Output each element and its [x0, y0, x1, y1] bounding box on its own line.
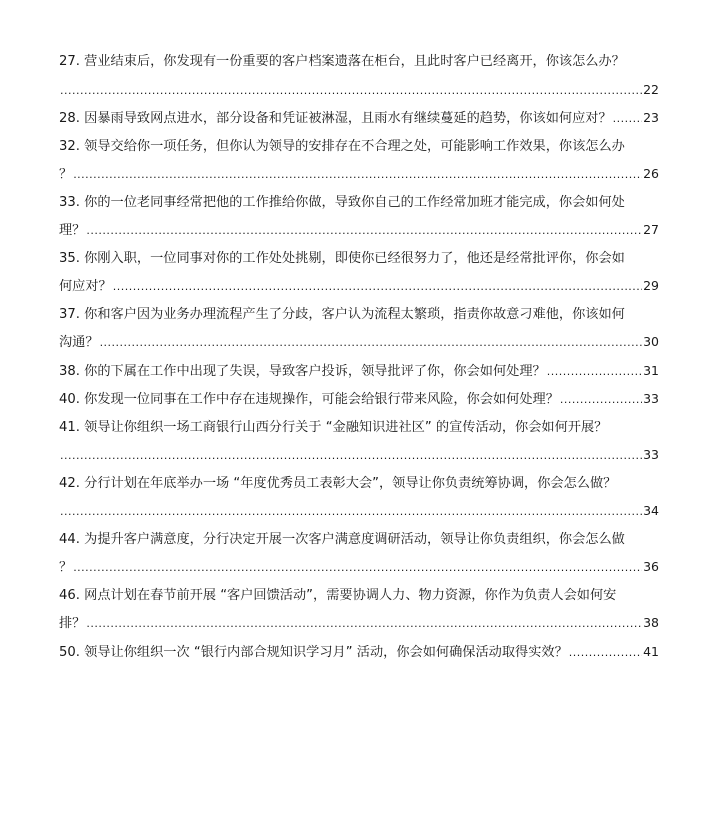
- toc-entry[interactable]: [59, 104, 659, 133]
- toc-entry-text-cont: 何应对？: [59, 279, 112, 294]
- toc-page-number: 33: [643, 447, 659, 462]
- table-of-contents: [59, 48, 659, 666]
- toc-entry[interactable]: [59, 414, 659, 470]
- toc-entry-text-cont: ？: [59, 560, 73, 575]
- toc-entry-text: 42. 分行计划在年底举办一场 “年度优秀员工表彰大会”，领导让你负责统筹协调，你会怎么做？: [59, 475, 617, 491]
- toc-entry[interactable]: [59, 48, 659, 104]
- toc-entry[interactable]: [59, 638, 659, 667]
- dot-leader: [60, 498, 642, 526]
- dot-leader: [113, 273, 642, 301]
- toc-entry[interactable]: [59, 582, 659, 638]
- toc-entry[interactable]: [59, 189, 659, 245]
- toc-page-number: 31: [643, 362, 659, 378]
- dot-leader: [560, 386, 642, 414]
- dot-leader: [100, 329, 643, 357]
- dot-leader: [73, 161, 642, 189]
- toc-entry-text-cont: ？: [59, 167, 73, 182]
- toc-entry-text-cont: 排？: [59, 616, 86, 631]
- toc-entry-text: 38. 你的下属在工作中出现了失误，导致客户投诉，领导批评了你，你会如何处理？: [59, 363, 546, 379]
- toc-entry[interactable]: [59, 357, 659, 386]
- toc-page-number: 41: [643, 643, 659, 659]
- dot-leader: [86, 217, 642, 245]
- toc-page-number: 36: [643, 559, 659, 574]
- dot-leader: [60, 442, 642, 470]
- toc-page-number: 29: [643, 278, 659, 293]
- dot-leader: [86, 610, 642, 638]
- toc-entry[interactable]: [59, 470, 659, 526]
- toc-entry-text: 28. 因暴雨导致网点进水，部分设备和凭证被淋湿，且雨水有继续蔓延的趋势，你该如何应对？: [59, 111, 612, 126]
- toc-entry[interactable]: [59, 385, 659, 414]
- dot-leader: [73, 554, 642, 582]
- toc-page-number: 30: [643, 334, 659, 349]
- toc-entry-text: 27. 营业结束后，你发现有一份重要的客户档案遗落在柜台，且此时客户已经离开，你该怎么办？: [59, 54, 625, 69]
- dot-leader: [547, 358, 642, 386]
- toc-entry[interactable]: [59, 526, 659, 582]
- dot-leader: [613, 105, 642, 133]
- toc-page-number: 27: [643, 222, 659, 237]
- toc-entry-text: 50. 领导让你组织一次 “银行内部合规知识学习月” 活动，你会如何确保活动取得实效？: [59, 644, 568, 660]
- toc-page-number: 22: [643, 81, 659, 97]
- toc-page-number: 38: [643, 615, 659, 630]
- toc-page-number: 34: [643, 503, 659, 518]
- toc-entry-text-cont: 理？: [59, 223, 86, 238]
- toc-entry[interactable]: [59, 133, 659, 189]
- toc-entry-text: 35. 你刚入职，一位同事对你的工作处处挑剔，即使你已经很努力了，他还是经常批评你，你会如: [59, 250, 625, 266]
- toc-entry-text: 44. 为提升客户满意度，分行决定开展一次客户满意度调研活动，领导让你负责组织，你会怎么做: [59, 531, 625, 547]
- toc-entry-text: 46. 网点计划在春节前开展 “客户回馈活动”，需要协调人力、物力资源，你作为负责人会如何安: [59, 587, 617, 603]
- dot-leader: [60, 77, 642, 105]
- toc-entry[interactable]: [59, 301, 659, 357]
- toc-entry-text: 32. 领导交给你一项任务，但你认为领导的安排存在不合理之处，可能影响工作效果，你该怎么办: [59, 138, 625, 154]
- toc-entry-text-cont: 沟通？: [59, 335, 99, 350]
- toc-page-number: 26: [643, 166, 659, 181]
- toc-entry-text: 41. 领导让你组织一场工商银行山西分行关于 “金融知识进社区” 的宣传活动，你会如何开展？: [59, 419, 608, 435]
- toc-page-number: 23: [643, 110, 659, 125]
- toc-entry[interactable]: [59, 245, 659, 301]
- toc-page-number: 33: [643, 391, 659, 406]
- toc-entry-text: 37. 你和客户因为业务办理流程产生了分歧，客户认为流程太繁琐，指责你故意刁难他，你该如何: [59, 306, 625, 322]
- toc-entry-text: 40. 你发现一位同事在工作中存在违规操作，可能会给银行带来风险，你会如何处理？: [59, 392, 559, 407]
- dot-leader: [569, 639, 642, 667]
- toc-entry-text: 33. 你的一位老同事经常把他的工作推给你做，导致你自己的工作经常加班才能完成，你会如何处: [59, 194, 625, 210]
